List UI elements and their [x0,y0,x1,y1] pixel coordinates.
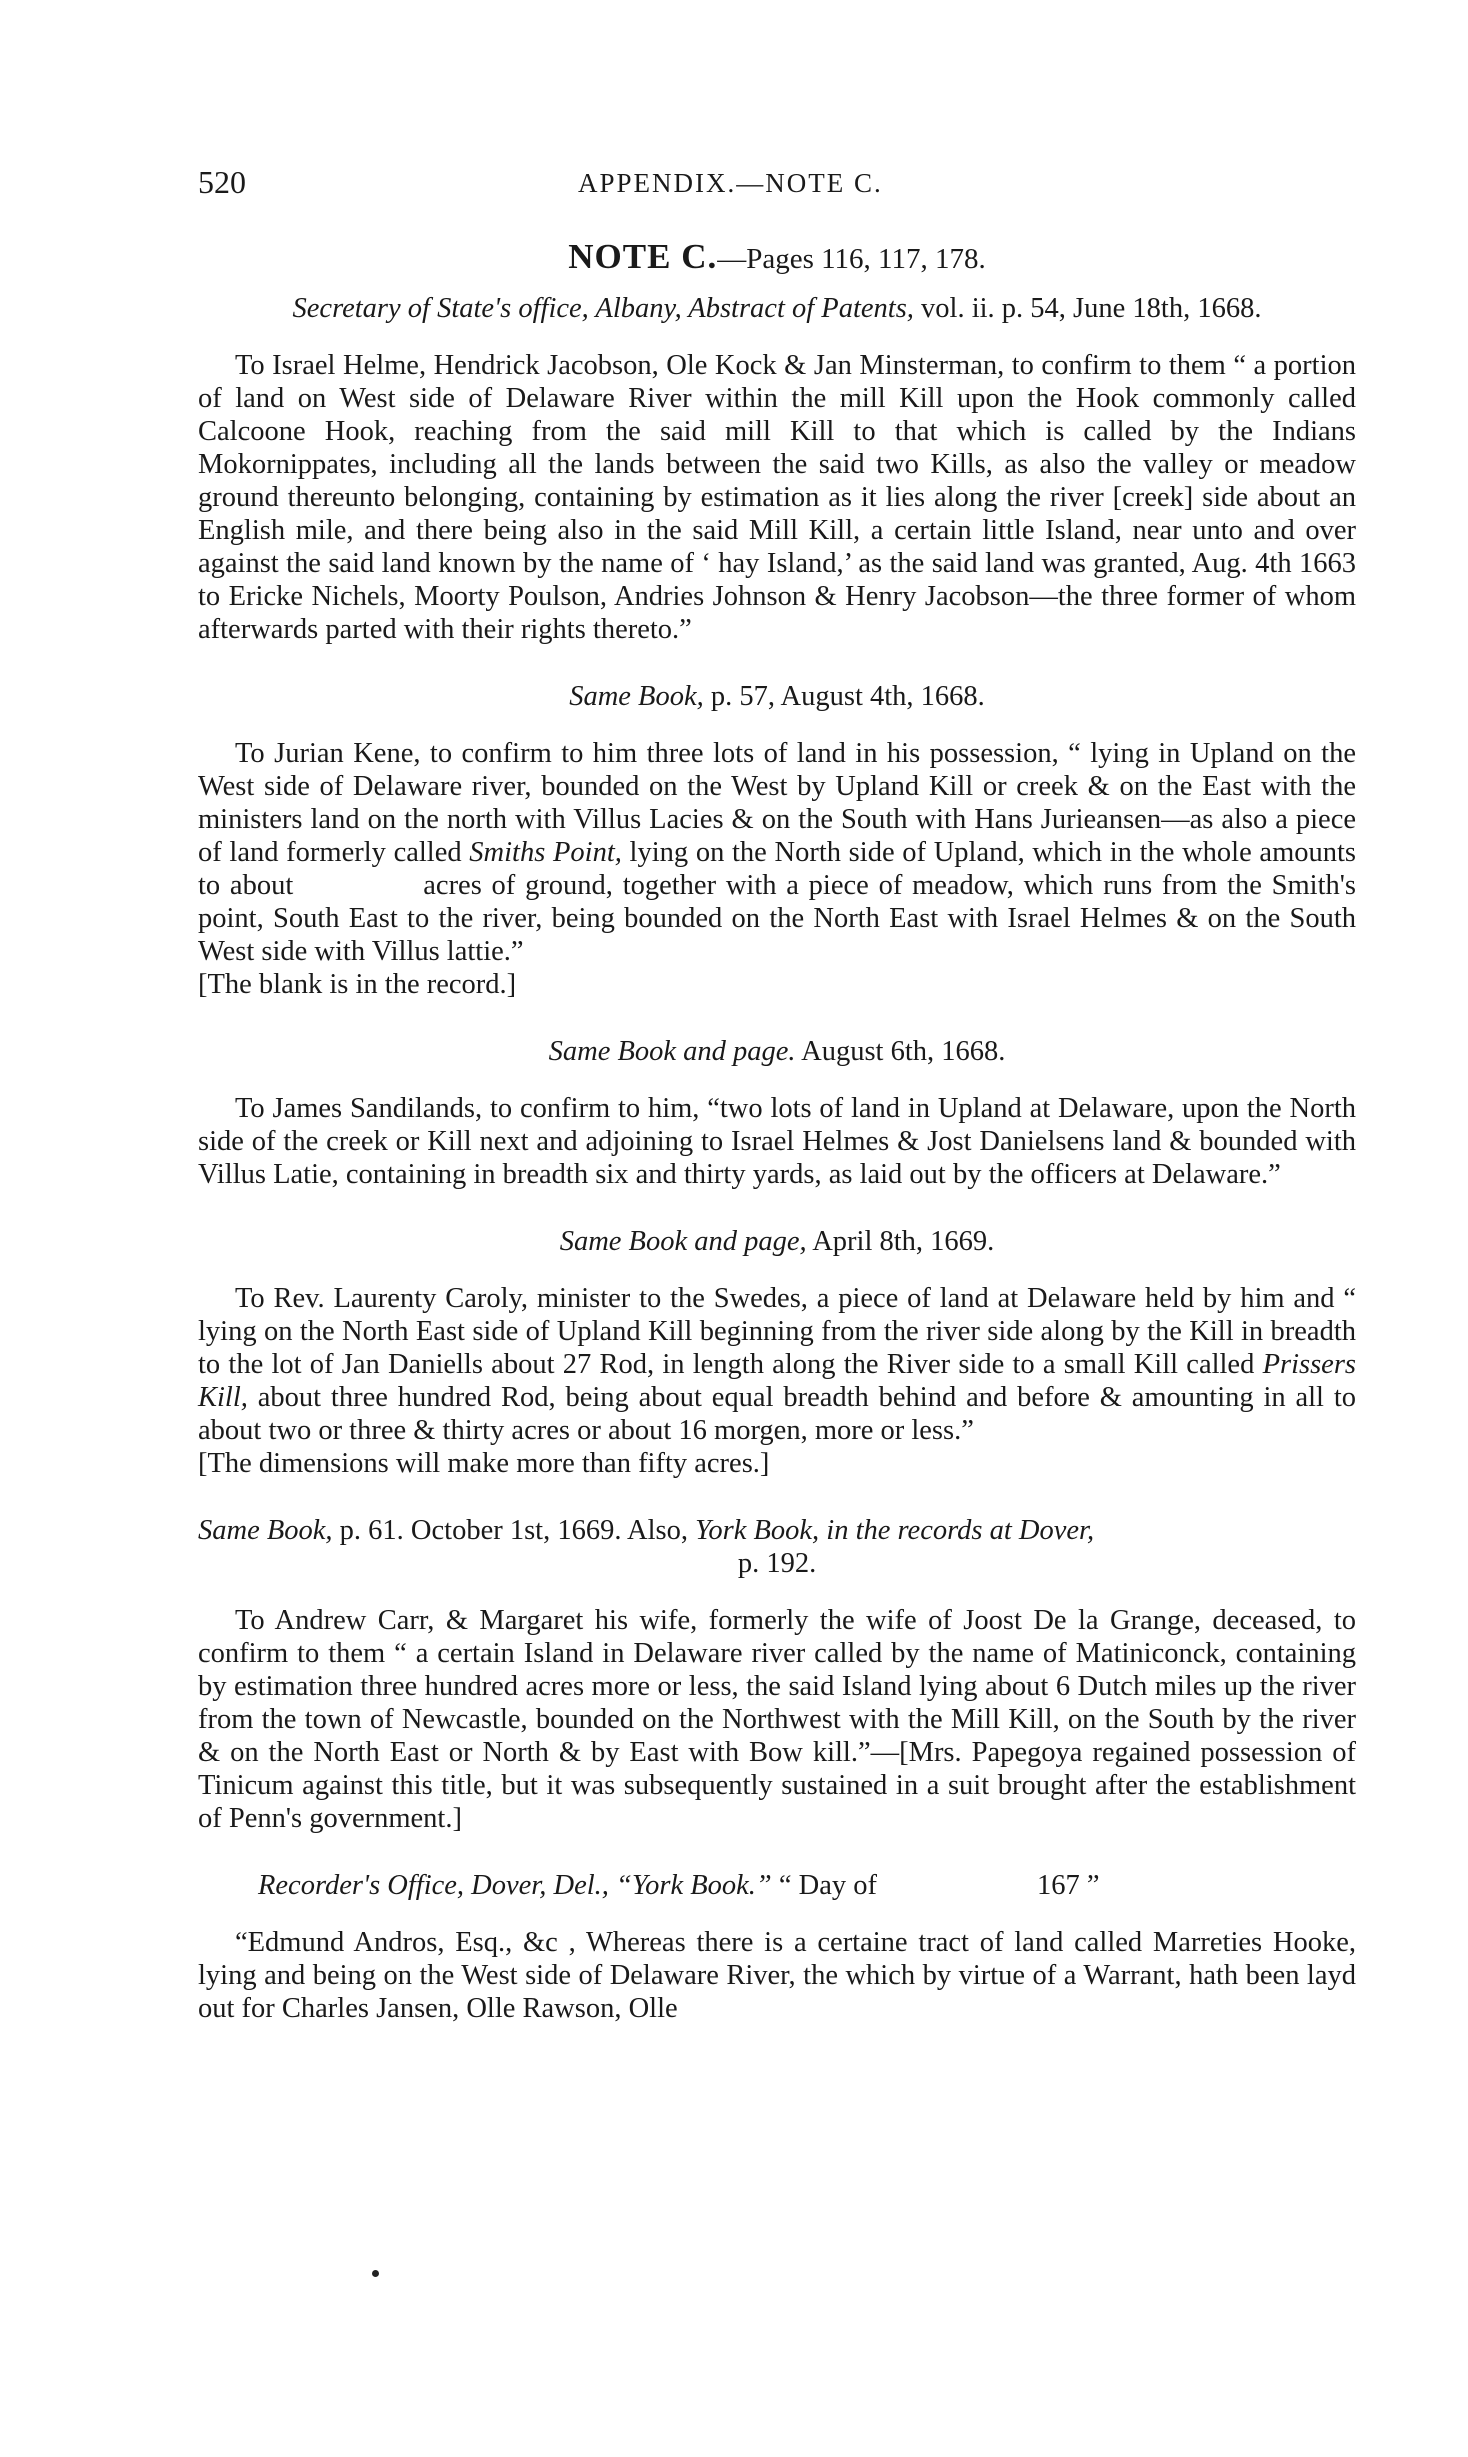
entry-5-text: To Andrew Carr, & Margaret his wife, formerly the wife of Joost De la Grange, deceased, to confirm to them “ a certain Island in Delaware river called by the name of Matiniconck, containing by estimation three hundred acres more or less, the said Island lying about 6 Dutch miles up the river from the town of Newcastle, bounded on the Northwest with the Mill Kill, on the South by the river & on the North East or North & by East with Bow kill.”—[Mrs. Papegoya regained possession of Tinicum against this title, but it was subsequently sustained in a suit brought after the establishment of Penn's government.] [198,1605,1356,1834]
running-head: APPENDIX.—NOTE C. [578,168,883,198]
citation-1: Secretary of State's office, Albany, Abstract of Patents, vol. ii. p. 54, June 18th, 1668. [292,293,1262,324]
note-title-pages: —Pages 116, 117, 178. [717,243,986,275]
entry-6-text: “Edmund Andros, Esq., &c , Whereas there is a certaine tract of land called Marreties Hooke, lying and being on the West side of Delaware River, the which by virtue of a Warrant, hath been layd out for Charles Jansen, Olle Rawson, Olle [198,1927,1356,2024]
citation-2: Same Book, p. 57, August 4th, 1668. [569,681,985,712]
entry-4-text: To Rev. Laurenty Caroly, minister to the Swedes, a piece of land at Delaware held by him and “ lying on the North East side of Upland Kill beginning from the river side along by the Kill in breadth to the lot of Jan Daniells about 27 Rod, in length along the River side to a small Kill called Prissers Kill, about three hundred Rod, being about equal breadth behind and before & amounting in all to about two or three & thirty acres or about 16 morgen, more or less.” [198,1283,1356,1446]
citation-6: Recorder's Office, Dover, Del., “York Book.” “ Day of 167 ” [258,1870,1100,1901]
entry-1-text: To Israel Helme, Hendrick Jacobson, Ole Kock & Jan Minsterman, to confirm to them “ a portion of land on West side of Delaware River within the mill Kill upon the Hook commonly called Calcoone Hook, reaching from the said mill Kill to that which is called by the Indians Mokornippates, including all the lands between the said two Kills, as also the valley or meadow ground thereunto belonging, containing by estimation as it lies along the river [creek] side about an English mile, and there being also in the said Mill Kill, a certain little Island, near unto and over against the said land known by the name of ‘ hay Island,’ as the said land was granted, Aug. 4th 1663 to Ericke Nichels, Moorty Poulson, Andries Johnson & Henry Jacobson—the three former of whom afterwards parted with their rights thereto.” [198,350,1356,645]
note-title [198,237,1356,276]
citation-3: Same Book and page. August 6th, 1668. [548,1036,1006,1067]
entry-4-note: [The dimensions will make more than fifty acres.] [198,1448,770,1479]
note-title-bold: NOTE C. [568,237,718,276]
page-number: 520 [198,164,246,200]
entry-2-text: To Jurian Kene, to confirm to him three lots of land in his possession, “ lying in Upland on the West side of Delaware river, bounded on the West by Upland Kill or creek & on the East with the ministers land on the north with Villus Lacies & on the South with Hans Jurieansen—as also a piece of land formerly called Smiths Point, lying on the North side of Upland, which in the whole amounts to about acres of ground, together with a piece of meadow, which runs from the Smith's point, South East to the river, being bounded on the North East with Israel Helmes & on the South West side with Villus lattie.” [198,738,1357,967]
entry-2-note: [The blank is in the record.] [198,969,517,1000]
ink-mark [372,2270,379,2277]
citation-5-line2: p. 192. [737,1548,817,1579]
page-body [198,237,1357,2025]
page-header [198,164,1343,208]
citation-4: Same Book and page, April 8th, 1669. [559,1226,995,1257]
entry-3-text: To James Sandilands, to confirm to him, “two lots of land in Upland at Delaware, upon the North side of the creek or Kill next and adjoining to Israel Helmes & Jost Danielsens land & bounded with Villus Latie, containing in breadth six and thirty yards, as laid out by the officers at Delaware.” [198,1093,1356,1190]
citation-5: Same Book, p. 61. October 1st, 1669. Also, York Book, in the records at Dover, [198,1515,1095,1546]
